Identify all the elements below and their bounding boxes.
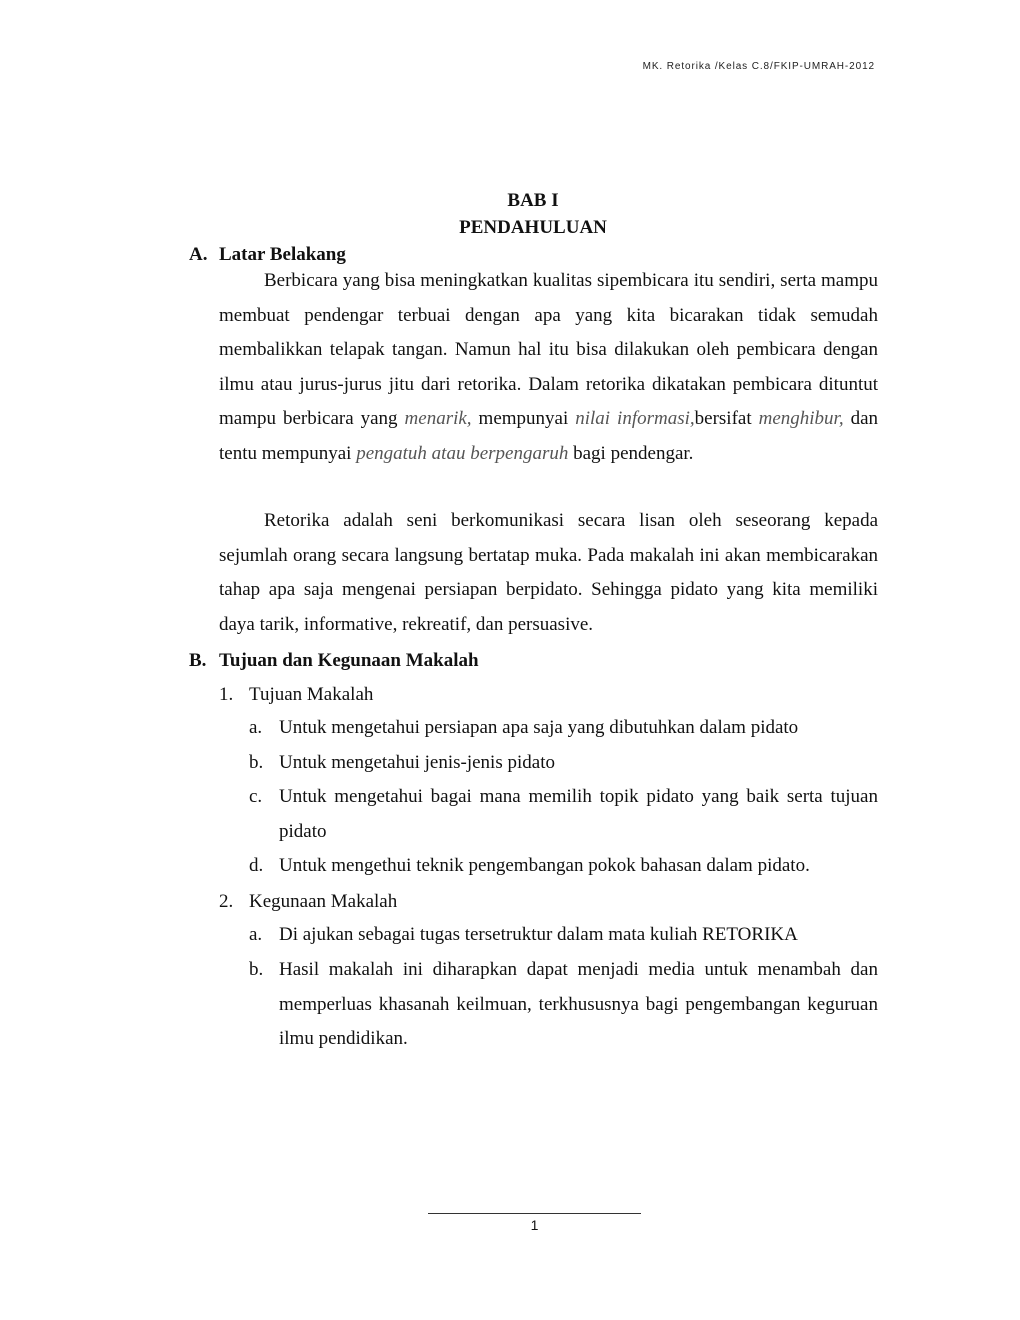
p1-text-1: Berbicara yang bisa meningkatkan kualitas sipembicara itu sendiri, serta mampu membuat pendengar terbuai dengan apa yang kita bicarakan tidak semudah membalikkan telapak tangan. Namun hal itu bisa dilakukan oleh pembicara dengan ilmu atau jurus-jurus jitu dari retorika. Dalam retorika dikatakan pembicara dituntut mampu berbicara yang	[219, 270, 878, 429]
p1-text-2: mempunyai	[478, 408, 569, 429]
list-item-text: Untuk mengetahui jenis-jenis pidato	[279, 752, 555, 773]
list-item-text: Hasil makalah ini diharapkan dapat menjadi media untuk menambah dan memperluas khasanah keilmuan, terkhususnya bagi pengembangan keguruan ilmu pendidikan.	[279, 959, 878, 1049]
section-a-heading	[189, 244, 346, 266]
list-item	[249, 953, 878, 1057]
subsection-kegunaan	[219, 891, 397, 913]
list-item-label: a.	[249, 924, 263, 945]
chapter-number: BAB I	[507, 190, 559, 211]
list-item	[249, 711, 878, 746]
p1-emphasis-menghibur: menghibur,	[758, 408, 844, 429]
list-item-text: Di ajukan sebagai tugas tersetruktur dalam mata kuliah RETORIKA	[279, 924, 798, 945]
section-b-label: B.	[189, 650, 207, 671]
section-b-heading	[189, 650, 479, 672]
list-item	[249, 849, 878, 884]
list-item-label: b.	[249, 959, 264, 980]
list-item	[249, 918, 878, 953]
list-item-label: a.	[249, 717, 263, 738]
paragraph-latar-belakang-1	[219, 264, 878, 471]
list-item-text: Untuk mengetahui bagai mana memilih topik pidato yang baik serta tujuan pidato	[279, 786, 878, 842]
paragraph-latar-belakang-2	[219, 504, 878, 642]
section-a-title: Latar Belakang	[219, 244, 346, 265]
running-header: MK. Retorika /Kelas C.8/FKIP-UMRAH-2012	[642, 61, 875, 72]
subsection-1-title: Tujuan Makalah	[249, 684, 374, 705]
p2-text: Retorika adalah seni berkomunikasi secara lisan oleh seseorang kepada sejumlah orang secara langsung bertatap muka. Pada makalah ini akan membicarakan tahap apa saja mengenai persiapan berpidato. Sehingga pidato yang kita memiliki daya tarik, informative, rekreatif, dan persuasive.	[219, 510, 878, 635]
subsection-1-label: 1.	[219, 684, 234, 705]
chapter-title: PENDAHULUAN	[459, 217, 607, 238]
list-item-text: Untuk mengethui teknik pengembangan pokok bahasan dalam pidato.	[279, 855, 810, 876]
p1-text-3: bersifat	[694, 408, 752, 429]
p1-emphasis-nilai-informasi: nilai informasi,	[575, 408, 695, 429]
subsection-tujuan	[219, 684, 373, 706]
subsection-2-title: Kegunaan Makalah	[249, 891, 398, 912]
section-b-title: Tujuan dan Kegunaan Makalah	[219, 650, 479, 671]
footer-rule	[428, 1213, 641, 1214]
list-item	[249, 746, 878, 781]
list-item-label: d.	[249, 855, 264, 876]
section-a-label: A.	[189, 244, 208, 265]
p1-text-4: dan tentu mempunyai	[219, 408, 879, 464]
list-item-text: Untuk mengetahui persiapan apa saja yang dibutuhkan dalam pidato	[279, 717, 799, 738]
p1-emphasis-menarik: menarik,	[404, 408, 472, 429]
p1-emphasis-pengaruh: pengatuh atau berpengaruh	[356, 442, 569, 464]
p1-text-5: bagi pendengar.	[573, 442, 694, 464]
page-number: 1	[530, 1217, 539, 1233]
list-item-label: b.	[249, 752, 264, 773]
list-item	[249, 780, 878, 849]
list-item-label: c.	[249, 786, 263, 807]
subsection-2-label: 2.	[219, 891, 234, 912]
